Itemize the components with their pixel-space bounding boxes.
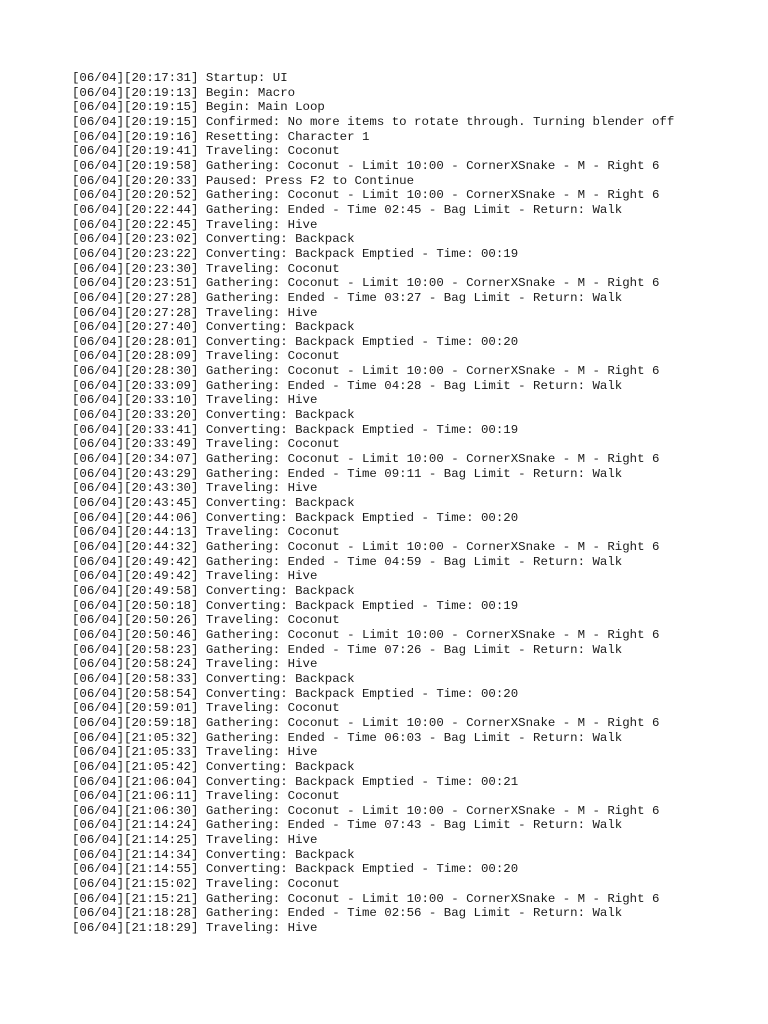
log-line: [06/04][20:19:13] Begin: Macro	[72, 85, 296, 100]
log-line: [06/04][20:59:18] Gathering: Coconut - Limit 10:00 - CornerXSnake - M - Right 6	[72, 715, 660, 730]
log-line: [06/04][20:27:28] Traveling: Hive	[72, 305, 318, 320]
log-line: [06/04][20:27:40] Converting: Backpack	[72, 320, 355, 335]
log-line: [06/04][20:34:07] Gathering: Coconut - Limit 10:00 - CornerXSnake - M - Right 6	[72, 452, 660, 467]
log-line: [06/04][20:23:51] Gathering: Coconut - Limit 10:00 - CornerXSnake - M - Right 6	[72, 276, 660, 291]
log-line: [06/04][20:19:58] Gathering: Coconut - Limit 10:00 - CornerXSnake - M - Right 6	[72, 158, 660, 173]
log-line: [06/04][20:44:06] Converting: Backpack Emptied - Time: 00:20	[72, 510, 519, 525]
log-line: [06/04][20:49:58] Converting: Backpack	[72, 583, 355, 598]
log-line: [06/04][20:33:49] Traveling: Coconut	[72, 437, 340, 452]
log-line: [06/04][20:44:32] Gathering: Coconut - Limit 10:00 - CornerXSnake - M - Right 6	[72, 540, 660, 554]
log-line: [06/04][20:22:45] Traveling: Hive	[72, 217, 318, 232]
log-line: [06/04][20:50:46] Gathering: Coconut - Limit 10:00 - CornerXSnake - M - Right 6	[72, 627, 660, 642]
log-line: [06/04][21:05:42] Converting: Backpack	[72, 759, 355, 774]
log-line: [06/04][20:58:23] Gathering: Ended - Time 07:26 - Bag Limit - Return: Walk	[72, 642, 623, 657]
log-line: [06/04][20:58:24] Traveling: Hive	[72, 657, 318, 672]
log-line: [06/04][20:50:18] Converting: Backpack Emptied - Time: 00:19	[72, 598, 519, 613]
log-line: [06/04][20:28:01] Converting: Backpack Emptied - Time: 00:20	[72, 334, 519, 349]
log-line: [06/04][20:43:30] Traveling: Hive	[72, 481, 318, 496]
log-line: [06/04][20:28:09] Traveling: Coconut	[72, 349, 340, 364]
log-line: [06/04][20:23:30] Traveling: Coconut	[72, 261, 340, 276]
log-line: [06/04][21:06:04] Converting: Backpack Emptied - Time: 00:21	[72, 774, 519, 789]
log-line: [06/04][20:49:42] Gathering: Ended - Time 04:59 - Bag Limit - Return: Walk	[72, 554, 623, 569]
log-line: [06/04][21:14:55] Converting: Backpack Emptied - Time: 00:20	[72, 862, 519, 877]
log-line: [06/04][20:19:15] Confirmed: No more items to rotate through. Turning blender off	[72, 114, 675, 129]
log-line: [06/04][21:14:24] Gathering: Ended - Time 07:43 - Bag Limit - Return: Walk	[72, 818, 623, 833]
log-line: [06/04][21:15:21] Gathering: Coconut - Limit 10:00 - CornerXSnake - M - Right 6	[72, 891, 660, 906]
log-line: [06/04][20:43:29] Gathering: Ended - Time 09:11 - Bag Limit - Return: Walk	[72, 466, 623, 481]
log-line: [06/04][21:18:28] Gathering: Ended - Time 02:56 - Bag Limit - Return: Walk	[72, 906, 623, 921]
log-line: [06/04][20:33:20] Converting: Backpack	[72, 408, 355, 423]
log-line: [06/04][20:49:42] Traveling: Hive	[72, 569, 318, 584]
log-line: [06/04][20:19:15] Begin: Main Loop	[72, 100, 325, 115]
log-line: [06/04][20:50:26] Traveling: Coconut	[72, 613, 340, 628]
log-line: [06/04][20:33:41] Converting: Backpack Emptied - Time: 00:19	[72, 422, 519, 437]
log-line: [06/04][20:58:54] Converting: Backpack Emptied - Time: 00:20	[72, 686, 519, 701]
log-line: [06/04][20:44:13] Traveling: Coconut	[72, 525, 340, 540]
log-line: [06/04][21:14:34] Converting: Backpack	[72, 847, 355, 862]
log-line: [06/04][20:20:52] Gathering: Coconut - Limit 10:00 - CornerXSnake - M - Right 6	[72, 188, 660, 203]
log-line: [06/04][21:14:25] Traveling: Hive	[72, 833, 318, 848]
log-document	[72, 71, 752, 936]
log-line: [06/04][21:05:33] Traveling: Hive	[72, 745, 318, 760]
log-line: [06/04][20:28:30] Gathering: Coconut - Limit 10:00 - CornerXSnake - M - Right 6	[72, 364, 660, 379]
log-line: [06/04][21:06:11] Traveling: Coconut	[72, 789, 340, 804]
log-line: [06/04][20:43:45] Converting: Backpack	[72, 496, 355, 511]
log-line: [06/04][20:19:41] Traveling: Coconut	[72, 144, 340, 159]
log-line: [06/04][21:05:32] Gathering: Ended - Time 06:03 - Bag Limit - Return: Walk	[72, 730, 623, 745]
log-line: [06/04][20:19:16] Resetting: Character 1	[72, 129, 370, 144]
log-line: [06/04][20:17:31] Startup: UI	[72, 71, 288, 85]
log-line: [06/04][20:22:44] Gathering: Ended - Time 02:45 - Bag Limit - Return: Walk	[72, 202, 623, 217]
log-line: [06/04][20:23:22] Converting: Backpack Emptied - Time: 00:19	[72, 246, 519, 261]
log-line: [06/04][21:15:02] Traveling: Coconut	[72, 877, 340, 892]
log-line: [06/04][20:58:33] Converting: Backpack	[72, 671, 355, 686]
log-line: [06/04][20:20:33] Paused: Press F2 to Continue	[72, 173, 415, 188]
log-line: [06/04][20:33:10] Traveling: Hive	[72, 393, 318, 408]
log-line: [06/04][20:33:09] Gathering: Ended - Time 04:28 - Bag Limit - Return: Walk	[72, 378, 623, 393]
log-line: [06/04][21:06:30] Gathering: Coconut - Limit 10:00 - CornerXSnake - M - Right 6	[72, 803, 660, 818]
log-line: [06/04][20:27:28] Gathering: Ended - Time 03:27 - Bag Limit - Return: Walk	[72, 290, 623, 305]
log-line: [06/04][20:23:02] Converting: Backpack	[72, 232, 355, 247]
log-line: [06/04][21:18:29] Traveling: Hive	[72, 921, 318, 936]
log-line: [06/04][20:59:01] Traveling: Coconut	[72, 701, 340, 716]
